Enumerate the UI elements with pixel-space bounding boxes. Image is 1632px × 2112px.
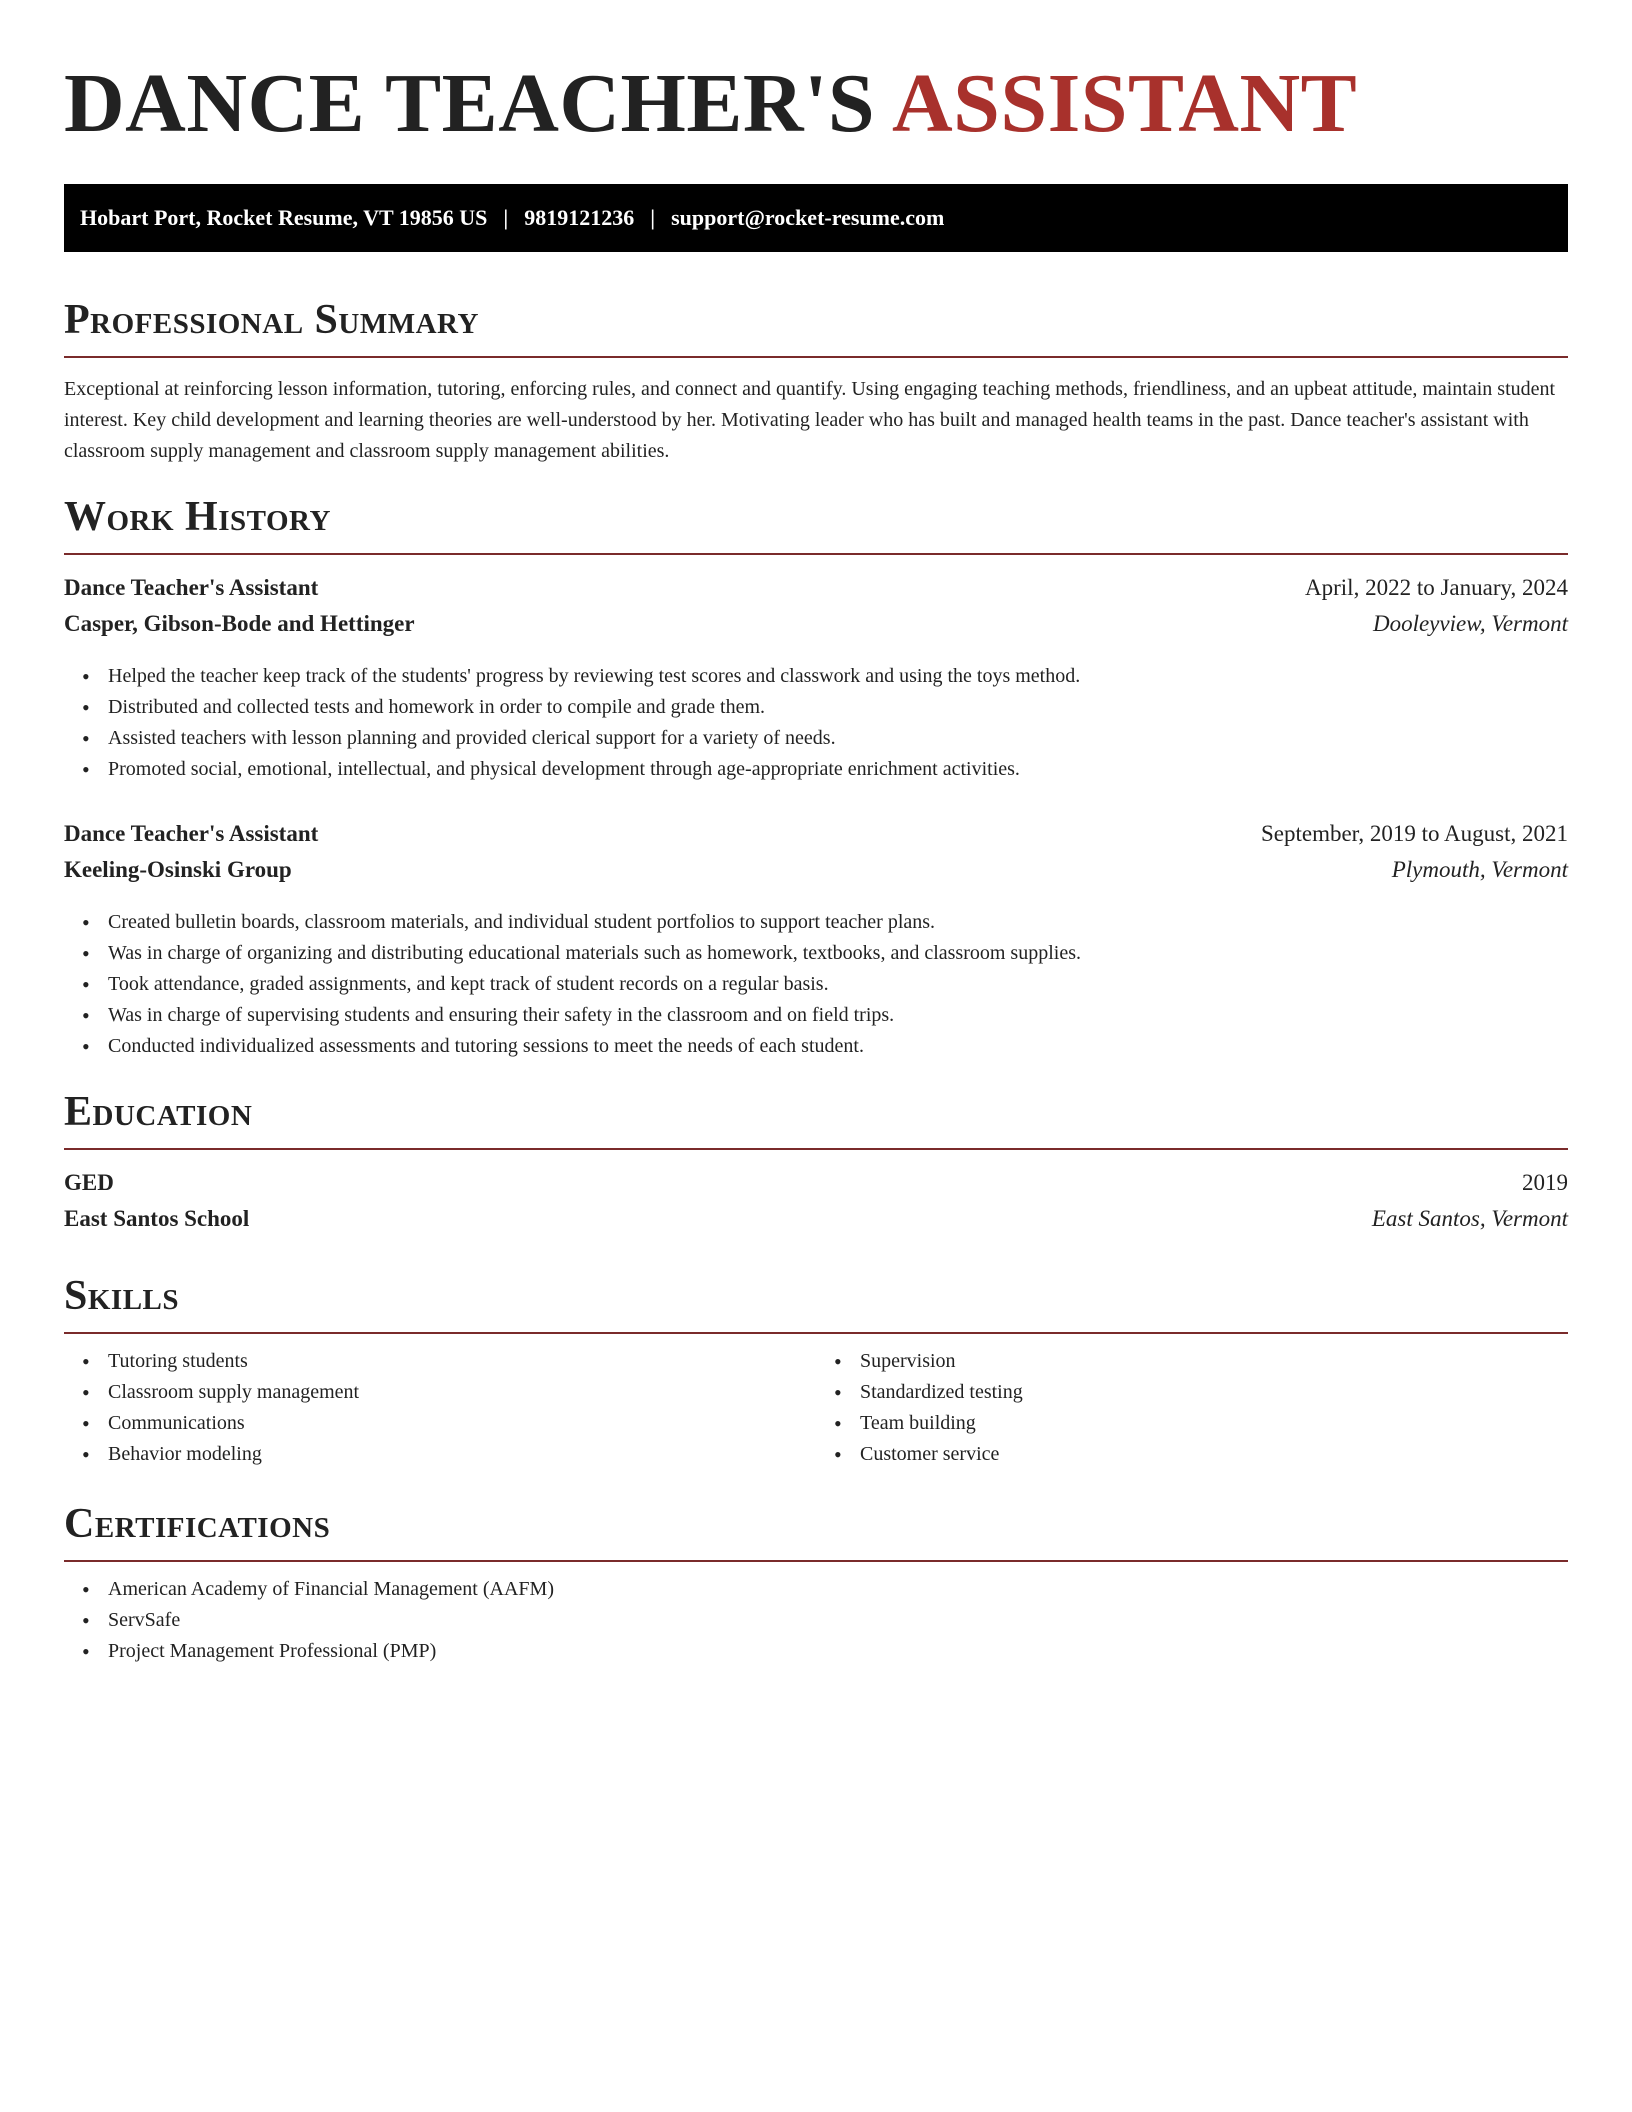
job-dates: September, 2019 to August, 2021 [1260,821,1568,846]
page-title [64,56,1568,152]
education-degree: GED [64,1170,114,1195]
job-entry [64,575,1568,785]
list-item: • Was in charge of organizing and distributing educational materials such as homework, textbooks, and classroom supplies. [108,938,1568,969]
job-entry [64,821,1568,1062]
list-item: • Communications [108,1408,816,1439]
list-item: • Supervision [860,1346,1568,1377]
education-school: East Santos School [64,1206,250,1231]
list-item: • American Academy of Financial Management (AAFM) [108,1574,1568,1605]
job-company-row [64,857,1568,893]
job-company: Keeling-Osinski Group [64,857,292,882]
list-item: • Took attendance, graded assignments, and kept track of student records on a regular basis. [108,969,1568,1000]
education-entry [64,1170,1568,1242]
section-divider [64,356,1568,358]
list-item: • Conducted individualized assessments and tutoring sessions to meet the needs of each student. [108,1031,1568,1062]
title-accent: ASSISTANT [892,57,1358,150]
list-item: • Helped the teacher keep track of the students' progress by reviewing test scores and classwork and using the toys method. [108,661,1568,692]
skills-section [64,1272,1568,1470]
job-location: Plymouth, Vermont [1391,857,1568,882]
contact-separator: | [650,205,656,230]
education-school-row [64,1206,1568,1242]
job-bullets [64,907,1568,1062]
list-item: • Assisted teachers with lesson planning and provided clerical support for a variety of needs. [108,723,1568,754]
list-item: • Standardized testing [860,1377,1568,1408]
list-item: • Behavior modeling [108,1439,816,1470]
list-item: • Promoted social, emotional, intellectual, and physical development through age-appropriate enrichment activities. [108,754,1568,785]
list-item: • Distributed and collected tests and homework in order to compile and grade them. [108,692,1568,723]
skills-right-list [816,1346,1568,1470]
contact-address: Hobart Port, Rocket Resume, VT 19856 US [80,205,488,230]
list-item: • Team building [860,1408,1568,1439]
skills-heading: Skills [64,1273,180,1319]
list-item: • Created bulletin boards, classroom materials, and individual student portfolios to support teacher plans. [108,907,1568,938]
job-bullets [64,661,1568,785]
list-item: • Classroom supply management [108,1377,816,1408]
section-divider [64,1148,1568,1150]
education-year: 2019 [1522,1170,1568,1195]
title-first: DANCE TEACHER'S [64,57,876,150]
list-item: • Project Management Professional (PMP) [108,1636,1568,1667]
education-degree-row [64,1170,1568,1206]
section-divider [64,1332,1568,1334]
list-item: • Was in charge of supervising students and ensuring their safety in the classroom and on field trips. [108,1000,1568,1031]
contact-bar [64,184,1568,252]
job-header-row [64,575,1568,611]
work-heading: Work History [64,494,331,540]
list-item: • Customer service [860,1439,1568,1470]
list-item: • Tutoring students [108,1346,816,1377]
certifications-heading: Certifications [64,1501,331,1547]
section-divider [64,553,1568,555]
summary-text: Exceptional at reinforcing lesson information, tutoring, enforcing rules, and connect and quantify. Using engaging teaching methods, friendliness, and an upbeat attitude, maintain student interest. Key child development and learning theories are well-understood by her. Motivating leader who has built and managed health teams in the past. Dance teacher's assistant with classroom supply management and classroom supply management abilities. [64,378,1556,462]
contact-email: support@rocket-resume.com [671,205,945,230]
job-company: Casper, Gibson-Bode and Hettinger [64,611,415,636]
list-item: • ServSafe [108,1605,1568,1636]
job-title: Dance Teacher's Assistant [64,821,319,846]
job-header-row [64,821,1568,857]
section-divider [64,1560,1568,1562]
job-company-row [64,611,1568,647]
job-location: Dooleyview, Vermont [1372,611,1568,636]
education-location: East Santos, Vermont [1371,1206,1568,1231]
work-section [64,493,1568,1062]
job-dates: April, 2022 to January, 2024 [1305,575,1568,600]
summary-section [64,296,1568,467]
job-title: Dance Teacher's Assistant [64,575,319,600]
contact-phone: 9819121236 [524,205,635,230]
skills-left-list [64,1346,816,1470]
contact-separator: | [503,205,509,230]
education-section [64,1088,1568,1242]
certifications-section [64,1500,1568,1667]
summary-heading: Professional Summary [64,297,479,343]
education-heading: Education [64,1089,253,1135]
certifications-list [64,1574,1568,1667]
skills-columns [64,1346,1568,1470]
